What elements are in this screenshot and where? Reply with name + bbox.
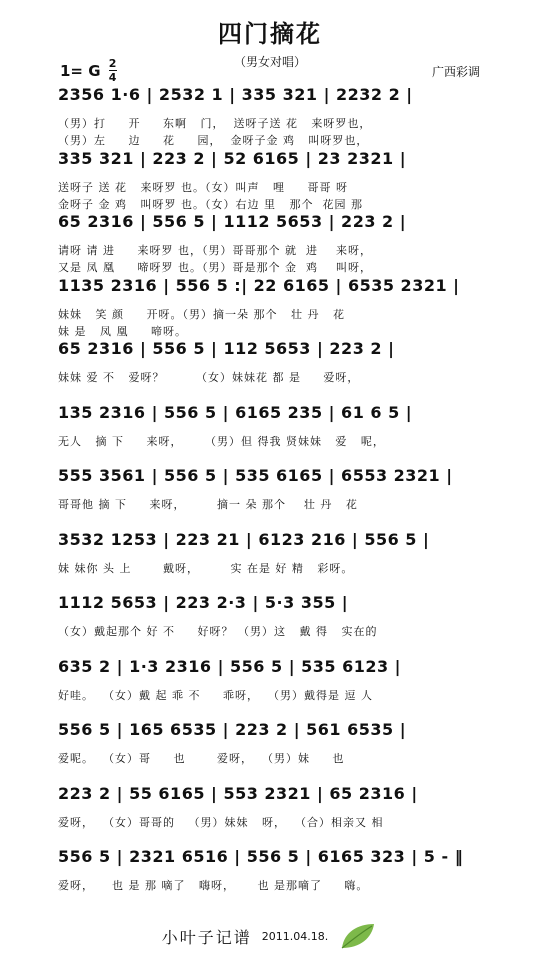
notation-line: 335 321 | 223 2 | 52 6165 | 23 2321 | xyxy=(58,148,407,168)
lyric-line: 无人 摘 下 来呀， （男）但 得我 贤妹妹 爱 呢， xyxy=(58,434,385,448)
time-signature xyxy=(109,58,117,83)
lyric-line: 爱呀， （女）哥哥的 （男）妹妹 呀， （合）相亲又 相 xyxy=(58,815,384,829)
notation-line: 65 2316 | 556 5 | 1112 5653 | 223 2 | xyxy=(58,212,407,231)
meter-bottom: 4 xyxy=(108,71,117,84)
score-system xyxy=(0,593,540,657)
score-system xyxy=(0,466,540,530)
lyric-line: 妹 是 凤 凰 啼呀。 xyxy=(58,324,187,338)
lyric-line: 妹 妹你 头 上 戴呀， 实 在是 好 精 彩呀。 xyxy=(58,561,354,575)
notation-line: 556 5 | 2321 6516 | 556 5 | 6165 323 | 5 - ‖ xyxy=(58,847,464,866)
lyric-line: 爱呢。 （女）哥 也 爱呀， （男）妹 也 xyxy=(58,752,345,765)
lyric-line: （女）戴起那个 好 不 好呀？ （男）这 戴 得 实在的 xyxy=(58,625,378,638)
lyric-line: （男）左 边 花 园， 金呀子金 鸡 叫呀罗也， xyxy=(58,134,369,147)
lyric-line: 妹妹 笑 颜 开呀。（男）摘一朵 那个 壮 丹 花 xyxy=(58,307,345,321)
transcriber-signature: 小叶子记谱 xyxy=(161,927,252,947)
lyric-line: 好哇。 （女）戴 起 乖 不 乖呀， （男）戴得是 逗 人 xyxy=(58,688,373,702)
lyric-line: 请呀 请 进 来呀罗 也，（男）哥哥那个 就 进 来呀， xyxy=(58,244,372,257)
score-system xyxy=(0,657,540,721)
song-subtitle: （男女对唱） xyxy=(233,55,306,69)
score-system xyxy=(0,212,540,276)
lyric-line: 哥哥他 摘 下 来呀， 摘一 朵 那个 壮 丹 花 xyxy=(58,498,358,511)
score-system xyxy=(0,720,540,784)
key-label: 1= G xyxy=(60,61,101,80)
notation-line: 1135 2316 | 556 5 :| 22 6165 | 6535 2321 | xyxy=(58,275,460,295)
score-system xyxy=(0,784,540,848)
lyric-line: 金呀子 金 鸡 叫呀罗 也。（女）右边 里 那个 花园 那 xyxy=(58,197,363,211)
meter-top: 2 xyxy=(108,57,117,70)
score-system xyxy=(0,403,540,467)
notation-line: 635 2 | 1·3 2316 | 556 5 | 535 6123 | xyxy=(58,656,402,676)
leaf-icon xyxy=(338,920,378,952)
lyric-line: 爱呀， 也 是 那 嘀了 嗨呀， 也 是那嘀了 嗨。 xyxy=(58,879,369,892)
notation-line: 556 5 | 165 6535 | 223 2 | 561 6535 | xyxy=(58,720,407,739)
lyric-line: 又是 凤 凰 啼呀罗 也。（男）哥是那个 金 鸡 叫呀， xyxy=(58,261,372,274)
notation-line: 1112 5653 | 223 2·3 | 5·3 355 | xyxy=(58,593,349,612)
score-system xyxy=(0,530,540,594)
score-system xyxy=(0,847,540,911)
song-origin: 广西彩调 xyxy=(431,65,480,79)
score-system xyxy=(0,339,540,403)
notation-line: 555 3561 | 556 5 | 535 6165 | 6553 2321 | xyxy=(58,466,453,485)
lyric-line: （男）打 开 东啊 门， 送呀子送 花 来呀罗也， xyxy=(58,117,372,130)
key-signature xyxy=(60,58,117,83)
footer xyxy=(0,920,540,952)
notation-line: 3532 1253 | 223 21 | 6123 216 | 556 5 | xyxy=(58,529,430,549)
song-title: 四门摘花 xyxy=(218,19,322,48)
notation-line: 223 2 | 55 6165 | 553 2321 | 65 2316 | xyxy=(58,783,418,803)
score-system xyxy=(0,85,540,149)
score-system xyxy=(0,149,540,213)
lyric-line: 送呀子 送 花 来呀罗 也。（女）叫声 哩 哥哥 呀 xyxy=(58,180,348,194)
lyric-line: 妹妹 爱 不 爱呀？ （女）妹妹花 都 是 爱呀， xyxy=(58,371,360,384)
notation-line: 2356 1·6 | 2532 1 | 335 321 | 2232 2 | xyxy=(58,85,413,104)
notation-line: 135 2316 | 556 5 | 6165 235 | 61 6 5 | xyxy=(58,402,413,422)
transcription-date: 2011.04.18. xyxy=(261,929,329,943)
score-system xyxy=(0,276,540,340)
notation-line: 65 2316 | 556 5 | 112 5653 | 223 2 | xyxy=(58,339,395,358)
